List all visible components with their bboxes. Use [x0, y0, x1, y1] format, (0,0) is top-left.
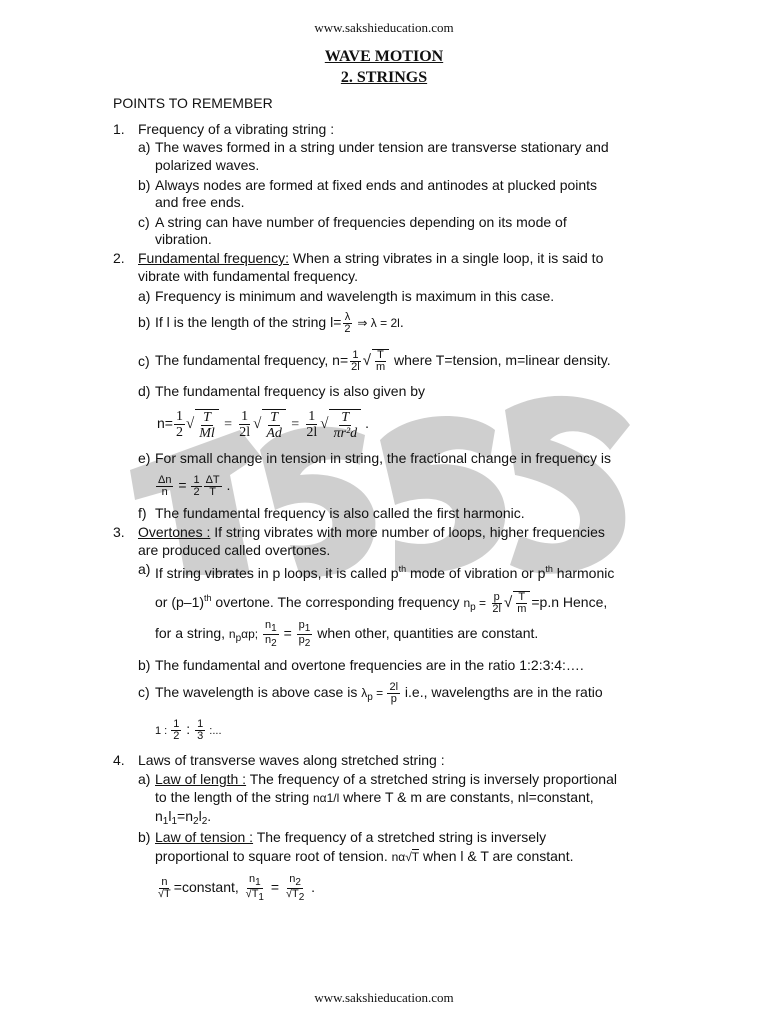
- item1-number: 1.: [113, 121, 125, 137]
- th-superscript: th: [204, 593, 212, 603]
- item2-b-tail: .: [399, 314, 404, 330]
- item3-b-text: The fundamental and overtone frequencies are in the ratio 1:2:3:4:….: [155, 657, 584, 673]
- item2-term: Fundamental frequency:: [138, 250, 289, 266]
- item3-line1-text: If string vibrates with more number of loops, higher frequencies: [210, 524, 605, 540]
- item1-c-line2: vibration.: [155, 231, 212, 247]
- item4-b-line2: proportional to square root of tension. nα√T when l & T are constant.: [155, 848, 574, 864]
- item3-a-line3: for a string, $n_p\alpha p$; $\frac{n1}{n2}$ = $\frac{p1}{p2}$ when other, quantities are constant.: [155, 618, 539, 649]
- item1-b-line1: Always nodes are formed at fixed ends and antinodes at plucked points: [155, 177, 598, 193]
- item2-c-label: c): [138, 353, 150, 369]
- item3-c-line: The wavelength is above case is $\lambda_p$ = $\frac{2l}{p}$ i.e., wavelengths are in the ratio: [155, 680, 603, 705]
- item3-a-line1-b: mode of vibration or p: [406, 565, 546, 581]
- item2-f-label: f): [138, 505, 147, 521]
- item3-a-line2-b: overtone. The corresponding frequency: [211, 594, 464, 610]
- law-of-length-term: Law of length :: [155, 771, 247, 787]
- item3-a-label: a): [138, 561, 151, 577]
- law-of-tension-term: Law of tension :: [155, 829, 254, 845]
- item2-c-text: The fundamental frequency, n=: [155, 352, 349, 368]
- item1-b-label: b): [138, 177, 151, 193]
- item4-b-line3: $\frac{n}{√T}$ =constant, $\frac{n1}{√T1}$ = $\frac{n2}{√T2}$ .: [158, 872, 316, 903]
- item2-d-label: d): [138, 383, 151, 399]
- item2-c-line: The fundamental frequency, n= $\frac{1}{2l}$ √ $\frac{T}{m}$ where T=tension, m=linear density.: [155, 348, 611, 374]
- item2-a-text: Frequency is minimum and wavelength is maximum in this case.: [155, 288, 555, 304]
- item4-a-line2-a: to the length of the string: [155, 789, 313, 805]
- item1-c-label: c): [138, 214, 150, 230]
- item2-number: 2.: [113, 250, 125, 266]
- item3-c-text-a: The wavelength is above case is: [155, 684, 362, 700]
- item2-b-line: [155, 306, 404, 339]
- item4-b-line1-text: The frequency of a stretched string is inversely: [253, 829, 547, 845]
- item1-a-label: a): [138, 139, 151, 155]
- item2-d-equation: n= $\frac{1}{2}$ √ $\frac{T}{Ml}$ = $\frac{1}{2l}$ √ $\frac{T}{Ad}$ = $\frac{1}{2l}$ √ $\frac{T}{\text{πr²d}}$ .: [157, 409, 370, 441]
- item2-b-label: b): [138, 314, 151, 330]
- item2-d-eq-prefix: n=: [157, 415, 173, 431]
- item4-b-line3-mid: =constant,: [173, 879, 243, 895]
- lambda-over-2-fraction: $\frac{\lambda}{2}$: [344, 310, 351, 335]
- item4-a-line3: $n_1l_1=n_2l_2$.: [155, 808, 212, 827]
- item2-c-tail: where T=tension, m=linear density.: [390, 352, 611, 368]
- item3-a-line1-c: harmonic: [552, 565, 615, 581]
- title-line1: WAVE MOTION: [324, 48, 444, 65]
- item2-e-text: For small change in tension in string, the fractional change in frequency is: [155, 450, 612, 466]
- item4-a-line2: to the length of the string nα1/l where T & m are constants, nl=constant,: [155, 789, 594, 805]
- item4-a-line1: [155, 771, 617, 788]
- th-superscript: th: [398, 564, 407, 574]
- one-over-2l-fraction: $\frac{1}{2l}$: [351, 348, 360, 373]
- item1-title: Frequency of a vibrating string :: [138, 121, 335, 137]
- item2-a-label: a): [138, 288, 151, 304]
- item2-line1: [138, 250, 603, 267]
- item3-a-line2-c: =p.n Hence,: [531, 594, 608, 610]
- th-superscript: th: [545, 564, 553, 574]
- section-heading: POINTS TO REMEMBER: [113, 95, 273, 111]
- item3-a-line2: or $(p-1)^{th}$ overtone. The corresponding frequency $n_p$ = $\frac{p}{2l}$ √ $\frac{T}{m}$ =p.n Hence,: [155, 590, 608, 616]
- item3-a-line3-b: when other, quantities are constant.: [313, 625, 539, 641]
- item3-a-line1: [155, 561, 614, 582]
- item4-title: Laws of transverse waves along stretched string :: [138, 752, 445, 768]
- wavelength-ratio: 1 : $\frac{1}{2}$ : $\frac{1}{3}$ :...: [155, 717, 222, 742]
- item3-c-text-b: i.e., wavelengths are in the ratio: [401, 684, 603, 700]
- item4-number: 4.: [113, 752, 125, 768]
- item3-b-label: b): [138, 657, 151, 673]
- fractional-change-equation: $\frac{\Delta n}{n}$ = $\frac{1}{2}$ $\frac{\Delta T}{T}$ .: [158, 473, 231, 498]
- item1-a-line1: The waves formed in a string under tension are transverse stationary and: [155, 139, 609, 155]
- item3-a-line2-a: or (p–1): [155, 594, 205, 610]
- item3-term: Overtones :: [138, 524, 211, 540]
- item2-b-text: If l is the length of the string l=: [155, 314, 342, 330]
- item1-a-line2: polarized waves.: [155, 157, 260, 173]
- implies-eq: ⇒ λ = 2l: [357, 316, 400, 330]
- item2-e-label: e): [138, 450, 151, 466]
- item4-a-line2-b: where T & m are constants, nl=constant,: [339, 789, 594, 805]
- item1-b-line2: and free ends.: [155, 194, 245, 210]
- header-url: www.sakshieducation.com: [314, 20, 454, 35]
- item3-a-line1-a: If string vibrates in p loops, it is called p: [155, 565, 399, 581]
- t-over-m-fraction: $\frac{T}{m}$: [372, 349, 389, 373]
- footer-url: www.sakshieducation.com: [314, 990, 454, 1005]
- title-line2: 2. STRINGS: [340, 69, 428, 86]
- item1-c-line1: A string can have number of frequencies depending on its mode of: [155, 214, 567, 230]
- item3-line2: are produced called overtones.: [138, 542, 331, 558]
- item3-c-label: c): [138, 684, 150, 700]
- item4-b-line2-b: when l & T are constant.: [419, 848, 574, 864]
- item3-a-line3-a: for a string,: [155, 625, 229, 641]
- item2-line2: vibrate with fundamental frequency.: [138, 268, 358, 284]
- item2-f-text: The fundamental frequency is also called the first harmonic.: [155, 505, 525, 521]
- item3-number: 3.: [113, 524, 125, 540]
- item4-b-line1: [155, 829, 546, 846]
- item4-a-line1-text: The frequency of a stretched string is inversely proportional: [246, 771, 617, 787]
- item4-b-line2-a: proportional to square root of tension.: [155, 848, 392, 864]
- item3-line1: [138, 524, 605, 541]
- item2-line1-text: When a string vibrates in a single loop, it is said to: [288, 250, 604, 266]
- item4-a-label: a): [138, 771, 151, 787]
- item2-d-text: The fundamental frequency is also given by: [155, 383, 426, 399]
- item4-b-label: b): [138, 829, 151, 845]
